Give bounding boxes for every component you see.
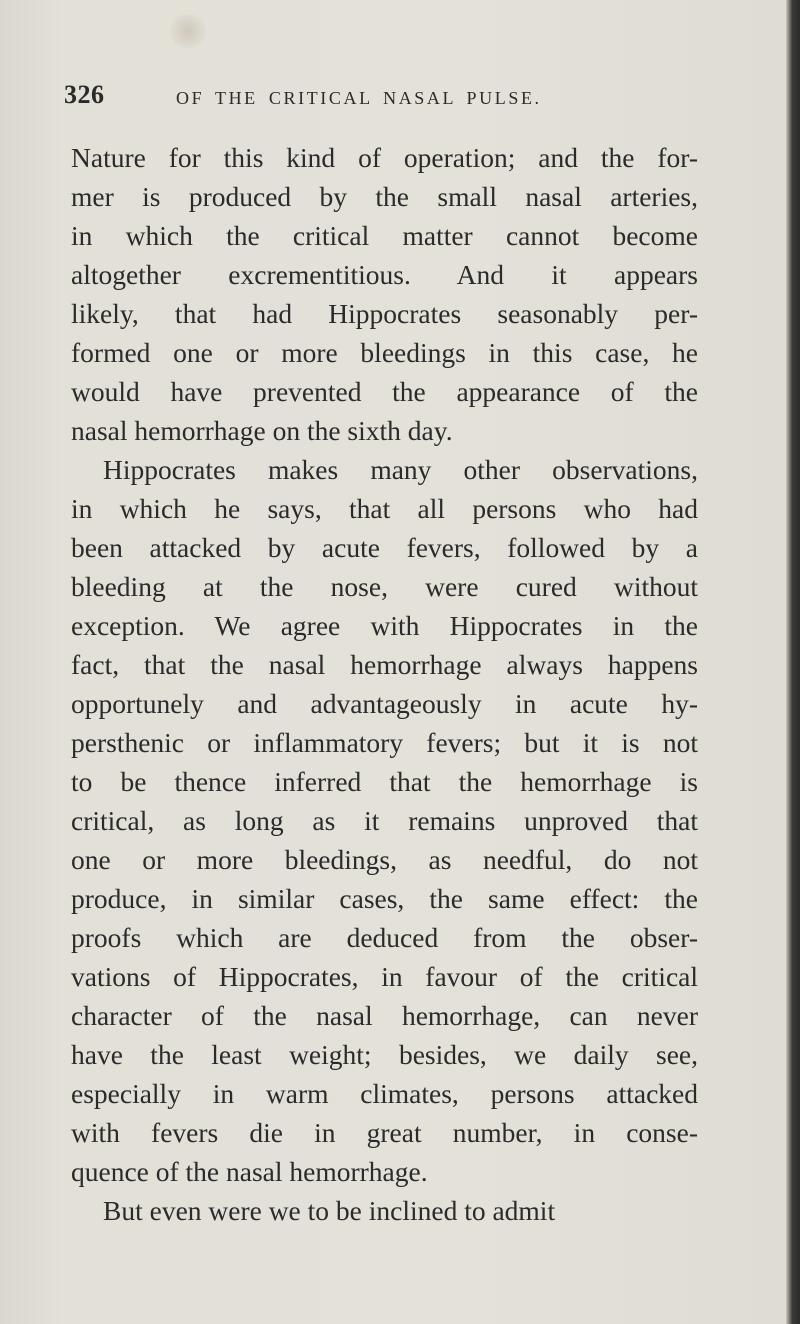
text-line: one or more bleedings, as needful, do not (71, 844, 698, 875)
text-line: exception. We agree with Hippocrates in the (71, 610, 698, 641)
text-line: character of the nasal hemorrhage, can never (71, 1000, 698, 1031)
text-line: altogether excrementitious. And it appears (71, 259, 698, 290)
text-line: But even were we to be inclined to admit (103, 1195, 556, 1226)
text-line: proofs which are deduced from the obser- (71, 922, 698, 953)
text-line: formed one or more bleedings in this case, he (71, 337, 698, 368)
page-header (64, 80, 714, 120)
text-line: persthenic or inflammatory fevers; but it is not (71, 727, 698, 758)
text-line: would have prevented the appearance of the (71, 376, 698, 407)
text-line: to be thence inferred that the hemorrhage is (71, 766, 698, 797)
text-line: vations of Hippocrates, in favour of the critical (71, 961, 698, 992)
body-text (71, 138, 698, 1230)
page-number: 326 (64, 80, 105, 109)
paper-stain (170, 14, 206, 48)
text-line: bleeding at the nose, were cured without (71, 571, 698, 602)
text-line: with fevers die in great number, in conse- (71, 1117, 698, 1148)
text-line: opportunely and advantageously in acute hy- (71, 688, 698, 719)
page-gutter-shadow (786, 0, 800, 1324)
text-line: quence of the nasal hemorrhage. (71, 1156, 428, 1187)
text-line: critical, as long as it remains unproved that (71, 805, 698, 836)
text-line: Hippocrates makes many other observations, (103, 454, 698, 485)
text-line: been attacked by acute fevers, followed by a (71, 532, 698, 563)
text-line: in which he says, that all persons who had (71, 493, 698, 524)
text-line: have the least weight; besides, we daily see, (71, 1039, 698, 1070)
running-head: OF THE CRITICAL NASAL PULSE. (176, 88, 542, 108)
text-line: mer is produced by the small nasal arteries, (71, 181, 698, 212)
text-line: likely, that had Hippocrates seasonably per- (71, 298, 698, 329)
text-line: Nature for this kind of operation; and the for- (71, 142, 698, 173)
text-line: produce, in similar cases, the same effect: the (71, 883, 698, 914)
text-line: fact, that the nasal hemorrhage always happens (71, 649, 698, 680)
text-line: especially in warm climates, persons attacked (71, 1078, 698, 1109)
text-line: in which the critical matter cannot become (71, 220, 698, 251)
text-line: nasal hemorrhage on the sixth day. (71, 415, 453, 446)
